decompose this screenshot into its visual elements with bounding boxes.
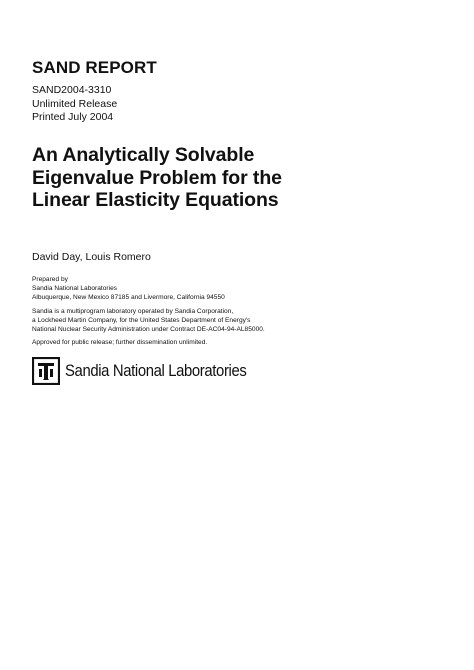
report-number: SAND2004-3310 xyxy=(32,84,112,96)
sandia-logo xyxy=(32,356,267,386)
authors: David Day, Louis Romero xyxy=(32,251,151,263)
print-date: Printed July 2004 xyxy=(32,111,114,123)
prepared-by-org: Sandia National Laboratories xyxy=(32,284,118,292)
operator-statement xyxy=(32,308,265,335)
title-line-2: Eigenvalue Problem for the xyxy=(32,166,282,189)
report-metadata xyxy=(32,84,117,125)
operator-line-1: Sandia is a multiprogram laboratory operated by Sandia Corporation, xyxy=(32,308,234,315)
operator-line-2: a Lockheed Martin Company, for the United States Department of Energy's xyxy=(32,316,251,324)
operator-line-3: National Nuclear Security Administration under Contract DE-AC04-94-AL85000. xyxy=(32,325,265,333)
report-title xyxy=(32,144,282,212)
title-line-3: Linear Elasticity Equations xyxy=(32,189,279,211)
prepared-by-label: Prepared by xyxy=(32,276,68,283)
report-type-label: SAND REPORT xyxy=(32,58,157,77)
sandia-logo-text: Sandia National Laboratories xyxy=(65,361,247,380)
title-line-1: An Analytically Solvable xyxy=(32,144,255,166)
approval-statement: Approved for public release; further dissemination unlimited. xyxy=(32,339,208,346)
release-status: Unlimited Release xyxy=(32,97,118,110)
prepared-by-block xyxy=(32,276,225,303)
sandia-thunderbird-icon xyxy=(32,357,60,385)
prepared-by-location: Albuquerque, New Mexico 87185 and Livermore, California 94550 xyxy=(32,293,225,301)
